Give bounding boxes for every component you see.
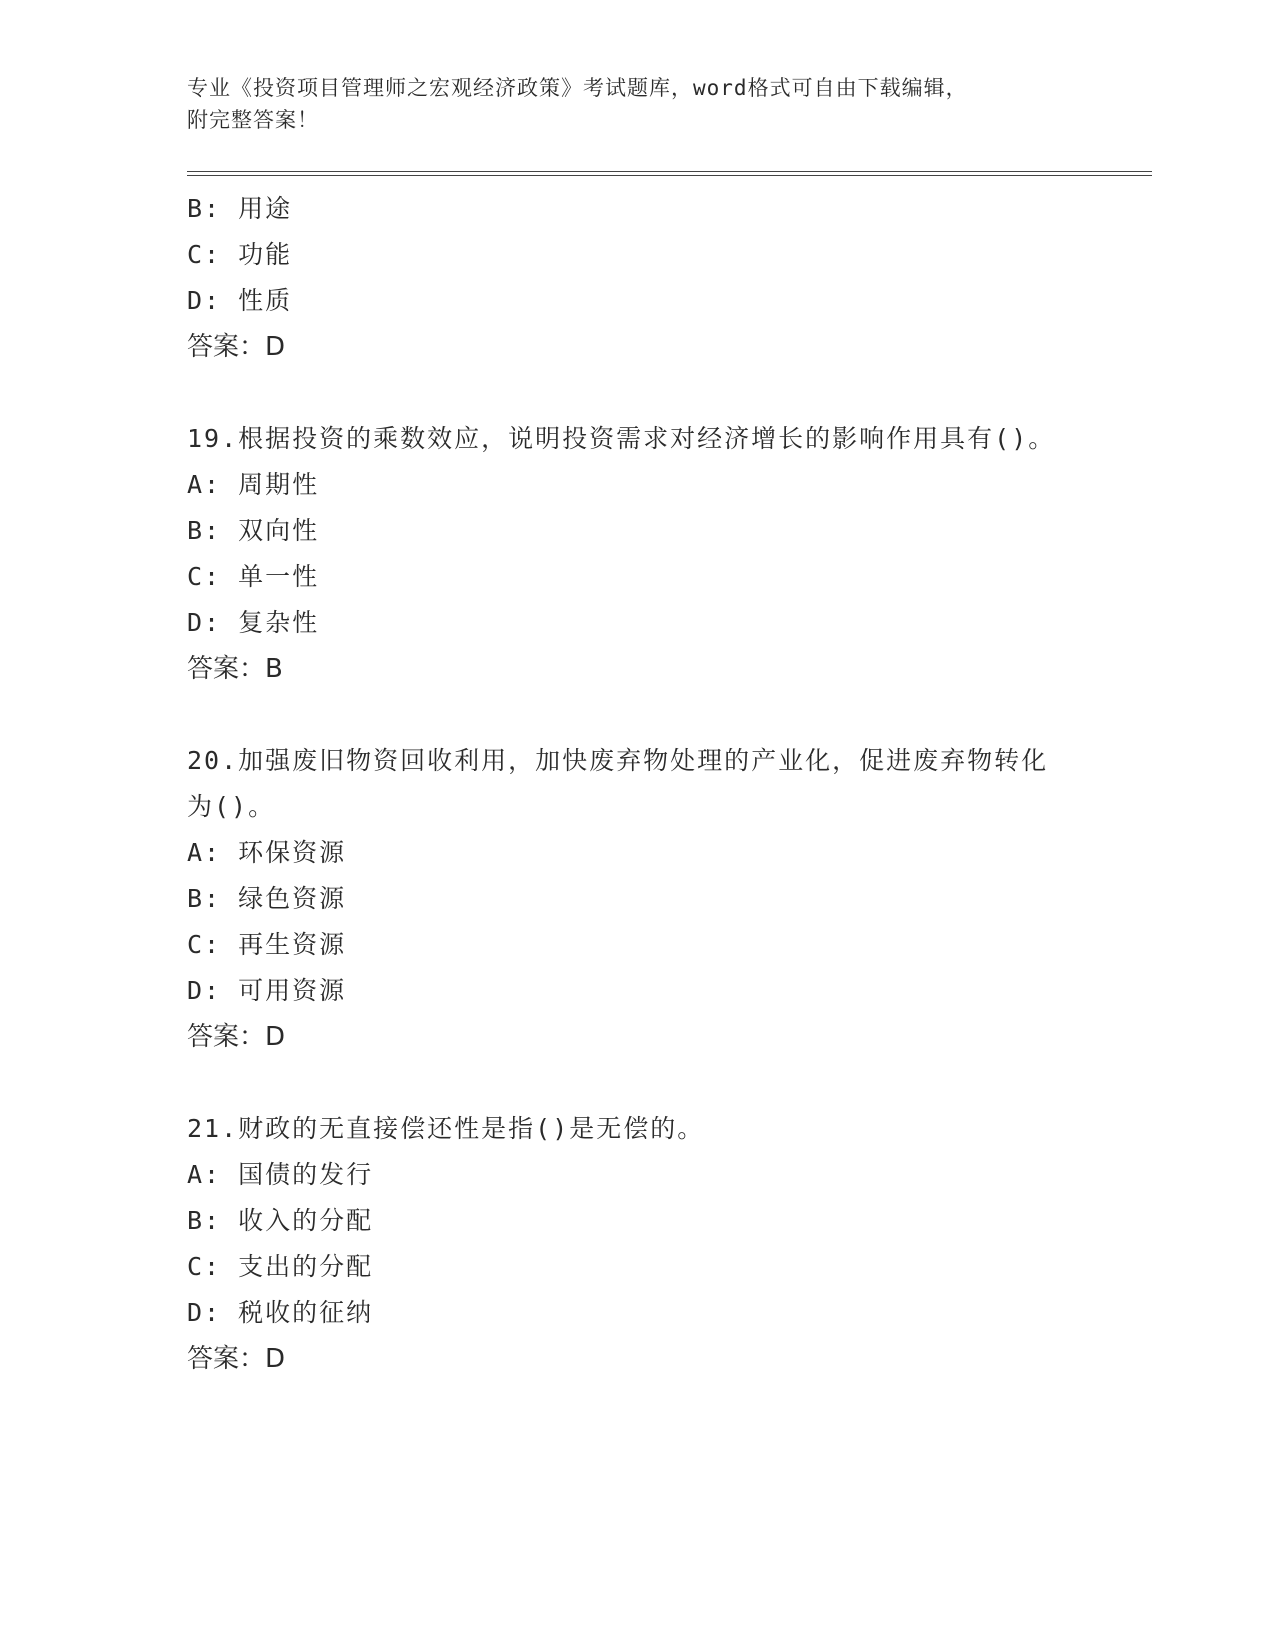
question-20-block — [187, 738, 1087, 1060]
header-divider-top — [187, 171, 1152, 172]
question-19-text: 19.根据投资的乘数效应，说明投资需求对经济增长的影响作用具有()。 — [187, 424, 1056, 453]
option-d: D: 性质 — [187, 286, 293, 315]
answer: 答案：B — [187, 654, 283, 684]
option-d: D: 税收的征纳 — [187, 1298, 374, 1327]
option-b: B: 绿色资源 — [187, 884, 347, 913]
answer: 答案：D — [187, 1344, 286, 1374]
question-content — [187, 186, 1087, 1382]
answer: 答案：D — [187, 332, 286, 362]
option-c: C: 单一性 — [187, 562, 320, 591]
header-divider-bottom — [187, 175, 1152, 176]
option-c: C: 支出的分配 — [187, 1252, 374, 1281]
question-21-block — [187, 1106, 1087, 1382]
spacer — [187, 1060, 1087, 1106]
option-c: C: 再生资源 — [187, 930, 347, 959]
question-20-text: 20.加强废旧物资回收利用，加快废弃物处理的产业化，促进废弃物转化为()。 — [187, 746, 1049, 821]
option-b: B: 双向性 — [187, 516, 320, 545]
question-19-block — [187, 416, 1087, 692]
option-d: D: 复杂性 — [187, 608, 320, 637]
option-b: B: 收入的分配 — [187, 1206, 374, 1235]
option-b: B: 用途 — [187, 194, 293, 223]
header-line-1: 专业《投资项目管理师之宏观经济政策》考试题库，word格式可自由下载编辑， — [187, 76, 968, 100]
header-line-2: 附完整答案！ — [187, 108, 319, 132]
spacer — [187, 370, 1087, 416]
question-21-text: 21.财政的无直接偿还性是指()是无偿的。 — [187, 1114, 705, 1143]
prev-question-block — [187, 186, 1087, 370]
document-header — [187, 72, 1067, 136]
option-d: D: 可用资源 — [187, 976, 347, 1005]
spacer — [187, 692, 1087, 738]
option-a: A: 国债的发行 — [187, 1160, 374, 1189]
option-c: C: 功能 — [187, 240, 293, 269]
option-a: A: 周期性 — [187, 470, 320, 499]
option-a: A: 环保资源 — [187, 838, 347, 867]
answer: 答案：D — [187, 1022, 286, 1052]
